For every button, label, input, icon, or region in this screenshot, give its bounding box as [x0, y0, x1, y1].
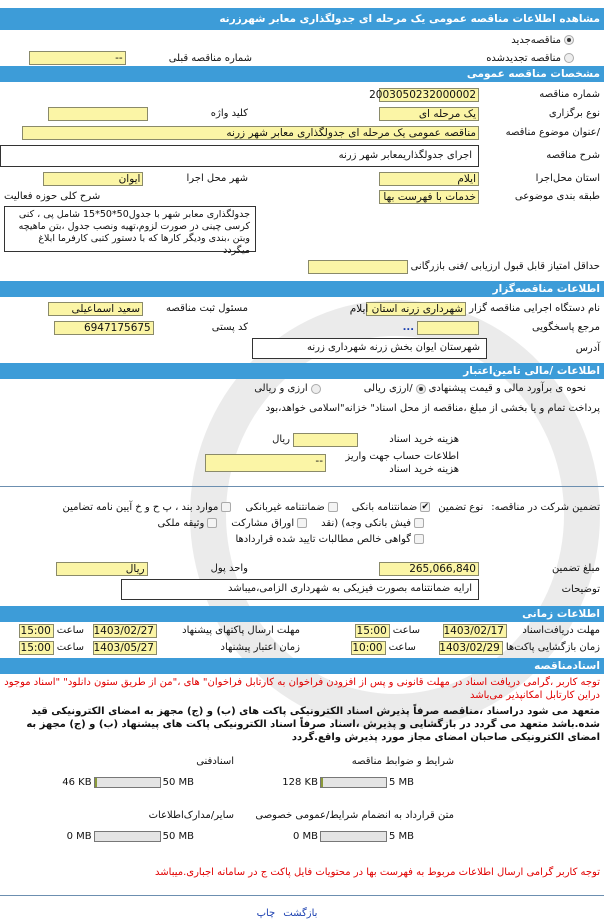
- description-box: اجرای جدولگذاریمعابر شهر زرنه: [0, 145, 479, 167]
- label-city: شهر محل اجرا: [186, 173, 248, 184]
- label-resp: مسئول ثبت مناقصه: [166, 303, 248, 314]
- city-field[interactable]: ایوان: [43, 172, 143, 186]
- address-box: شهرستان ایوان بخش زرنه شهرداری زرنه: [252, 338, 487, 359]
- checkbox-bonds[interactable]: [297, 518, 307, 528]
- section-organizer: اطلاعات مناقصه‌گزار: [0, 281, 604, 297]
- checkbox-cash-receipt[interactable]: [414, 518, 424, 528]
- price-list-notice: توجه کاربر گرامی ارسال اطلاعات مربوط به فهرست بها در محتویات فایل پاکت ج در سامانه اجباری.میباشد: [155, 867, 600, 878]
- label-cash-receipt: فیش بانکی وجه) (نقد: [321, 517, 411, 529]
- page-title: مشاهده اطلاعات مناقصه عمومی یک مرحله ای جدولگذاری معابر شهرزرنه: [0, 8, 604, 30]
- checkbox-property[interactable]: [207, 518, 217, 528]
- account-field[interactable]: --: [205, 454, 326, 472]
- label-time: ساعت: [388, 642, 416, 653]
- progress-contract: [320, 831, 387, 842]
- documents-notice: توجه کاربر ،گرامی دریافت اسناد در مهلت قانونی و پس از افزودن فراخوان به کارتابل فراخوان" های ،"من از طریق ستون دانلود" "اسناد موجود دراین کارتابل امکانپذیر می‌باشد: [4, 677, 600, 701]
- file-label-other: سایر/مدارک‌اطلاعات: [148, 810, 234, 821]
- file-max-contract: 5 MB: [388, 831, 414, 842]
- label-keyword: کلید واژه: [210, 108, 248, 119]
- progress-fill: [321, 778, 323, 787]
- label-validity: زمان اعتبار پیشنهاد: [220, 642, 300, 653]
- label-bank-guarantee: ضمانتنامه بانکی: [351, 501, 418, 513]
- label-send-deadline: مهلت ارسال پاکتهای پیشنهاد: [182, 625, 300, 636]
- progress-fill: [95, 778, 97, 787]
- activity-box: جدولگذاری معابر شهر با جدول50*50*15 شامل پی ، کنی کرسی چینی در صورت لزوم،تهیه ونصب جدول ،بتن ماهیچه وبتن ،بندی ودیگر کارها که با دستور کتبی کارفرما ابلاغ میگردد: [4, 206, 256, 252]
- checkbox-receivables[interactable]: [414, 534, 424, 544]
- file-size-other: 0 MB: [66, 831, 92, 842]
- opening-date[interactable]: 1403/02/29: [439, 641, 503, 655]
- doc-cost-unit: ریال: [272, 434, 290, 445]
- checkbox-bank-guarantee[interactable]: ✔: [421, 502, 430, 512]
- label-desc: شرح مناقصه: [546, 150, 600, 161]
- file-max-other: 50 MB: [162, 831, 194, 842]
- label-province: استان محل‌اجرا: [535, 173, 600, 184]
- prev-number-field[interactable]: --: [29, 51, 126, 65]
- print-link[interactable]: چاپ: [256, 908, 276, 919]
- label-account: اطلاعات حساب جهت واریز هزینه خرید اسناد: [345, 451, 459, 475]
- label-org: نام دستگاه اجرایی مناقصه گزار: [469, 303, 600, 314]
- label-property: وثیقه ملکی: [157, 517, 205, 529]
- radio-renewed-tender[interactable]: [564, 53, 574, 63]
- finance-note: پرداخت تمام و یا بخشی از مبلغ ،مناقصه از محل اسناد" خزانه"اسلامی خواهد،بود: [265, 403, 600, 414]
- label-doc-deadline: مهلت دریافت‌اسناد: [522, 625, 600, 636]
- label-bonds: اوراق مشارکت: [231, 517, 295, 529]
- doc-deadline-time[interactable]: 15:00: [355, 624, 390, 638]
- section-finance: اطلاعات /مالی تامین‌اعتبار: [0, 363, 604, 379]
- reference-more-button[interactable]: ...: [402, 322, 414, 333]
- file-label-contract: متن قرارداد به انضمام شرایط/عمومی خصوصی: [255, 810, 454, 821]
- label-rial: /ارزی ریالی: [363, 383, 413, 394]
- label-time: ساعت: [56, 642, 84, 653]
- currency-field[interactable]: ریال: [56, 562, 148, 576]
- label-activity: شرح کلی حوزه فعالیت: [4, 191, 101, 202]
- opening-time[interactable]: 10:00: [351, 641, 386, 655]
- label-address: آدرس: [575, 342, 600, 354]
- checkbox-nonbank-guarantee[interactable]: [328, 502, 338, 512]
- radio-new-tender[interactable]: [564, 35, 574, 45]
- label-number: شماره مناقصه: [539, 89, 600, 100]
- file-size-contract: 0 MB: [292, 831, 318, 842]
- category-field[interactable]: خدمات با فهرست بها: [379, 190, 479, 204]
- responsible-field[interactable]: سعید اسماعیلی: [48, 302, 143, 316]
- file-label-technical: اسنادفنی: [196, 756, 234, 767]
- reference-field[interactable]: [417, 321, 479, 335]
- province-field[interactable]: ایلام: [379, 172, 479, 186]
- label-time: ساعت: [392, 625, 420, 636]
- label-subject: /عنوان موضوع مناقصه: [505, 127, 600, 138]
- file-label-terms: شرایط و ضوابط مناقصه: [351, 756, 454, 767]
- label-guarantee: تضمین شرکت در مناقصه:: [491, 501, 600, 513]
- back-link[interactable]: بازگشت: [283, 908, 318, 919]
- validity-time[interactable]: 15:00: [19, 641, 54, 655]
- send-deadline-date[interactable]: 1403/02/27: [93, 624, 157, 638]
- progress-other: [94, 831, 161, 842]
- section-general: مشخصات مناقصه عمومی: [0, 66, 604, 82]
- label-notes: توضیحات: [561, 583, 600, 595]
- org-field[interactable]: شهرداری زرنه استان ایلام: [366, 302, 466, 316]
- section-documents: اسنادمناقصه: [0, 658, 604, 674]
- progress-terms: [320, 777, 387, 788]
- label-postal: کد پستی: [211, 322, 248, 333]
- checkbox-regulation-items[interactable]: [221, 502, 231, 512]
- label-currency-rial: ارزی و ریالی: [254, 383, 308, 394]
- label-kind: نوع برگزاری: [548, 108, 600, 119]
- label-nonbank-guarantee: ضمانتنامه غیربانکی: [245, 501, 325, 513]
- doc-cost-field[interactable]: [293, 433, 358, 447]
- label-currency: واحد پول: [210, 563, 248, 574]
- label-regulation-items: موارد بند ، پ ح و خ آیین نامه تضامین: [62, 501, 219, 513]
- notes-box: ارایه ضمانتنامه بصورت فیزیکی به شهرداری الزامی،میباشد: [121, 579, 479, 600]
- keyword-field[interactable]: [48, 107, 148, 121]
- file-size-technical: 46 KB: [62, 777, 92, 788]
- tender-number-field[interactable]: 2003050232000002: [379, 88, 479, 102]
- label-time: ساعت: [56, 625, 84, 636]
- file-size-terms: 128 KB: [282, 777, 318, 788]
- section-timing: اطلاعات زمانی: [0, 606, 604, 622]
- label-new-tender: مناقصه‌جدید: [511, 34, 561, 46]
- file-max-terms: 5 MB: [388, 777, 414, 788]
- label-guarantee-type: نوع تضمین: [438, 501, 484, 513]
- doc-deadline-date[interactable]: 1403/02/17: [443, 624, 507, 638]
- label-renewed-tender: مناقصه تجدیدشده: [486, 52, 561, 64]
- label-doc-cost: هزینه خرید اسناد: [389, 434, 459, 445]
- label-amount: مبلغ تضمین: [551, 563, 600, 574]
- label-prev-number: شماره مناقصه قبلی: [168, 52, 252, 64]
- validity-date[interactable]: 1403/05/27: [93, 641, 157, 655]
- kind-field[interactable]: یک مرحله ای: [379, 107, 479, 121]
- radio-currency-rial[interactable]: [311, 384, 321, 394]
- label-ref: مرجع پاسخگویی: [531, 322, 600, 333]
- postal-field[interactable]: 6947175675: [54, 321, 154, 335]
- label-category: طبقه بندی موضوعی: [514, 191, 600, 202]
- label-estimate: نحوه ی برآورد مالی و قیمت پیشنهادی: [428, 383, 586, 394]
- min-score-field[interactable]: [308, 260, 408, 274]
- send-deadline-time[interactable]: 15:00: [19, 624, 54, 638]
- commitment-text: متعهد می شود دراسناد ،مناقصه صرفاً پذیرش اسناد الکترونیکی پاکت های (ب) و (ج) مجهز به امضای الکترونیکی قید شده.باشد متعهد می گردد در بازگشایی و پذیرش ،اسناد صرفاً اسناد الکترونیکی پاکت های پیشنهاد (ب) و (ج) مجهز به امضای الکترونیکی صاحبان امضای مجاز مورد پذیرش واقع.گردد: [26, 706, 600, 743]
- progress-technical: [94, 777, 161, 788]
- amount-field[interactable]: 265,066,840: [379, 562, 479, 576]
- radio-rial[interactable]: [416, 384, 426, 394]
- subject-field[interactable]: مناقصه عمومی یک مرحله ای جدولگذاری معابر شهر زرنه: [22, 126, 479, 140]
- label-opening: زمان بازگشایی پاکت‌ها: [505, 642, 600, 653]
- label-min-score: حداقل امتیاز قابل قبول ارزیابی /فنی بازرگانی: [410, 261, 600, 272]
- label-receivables: گواهی خالص مطالبات تایید شده قراردادها: [235, 533, 411, 545]
- file-max-technical: 50 MB: [162, 777, 194, 788]
